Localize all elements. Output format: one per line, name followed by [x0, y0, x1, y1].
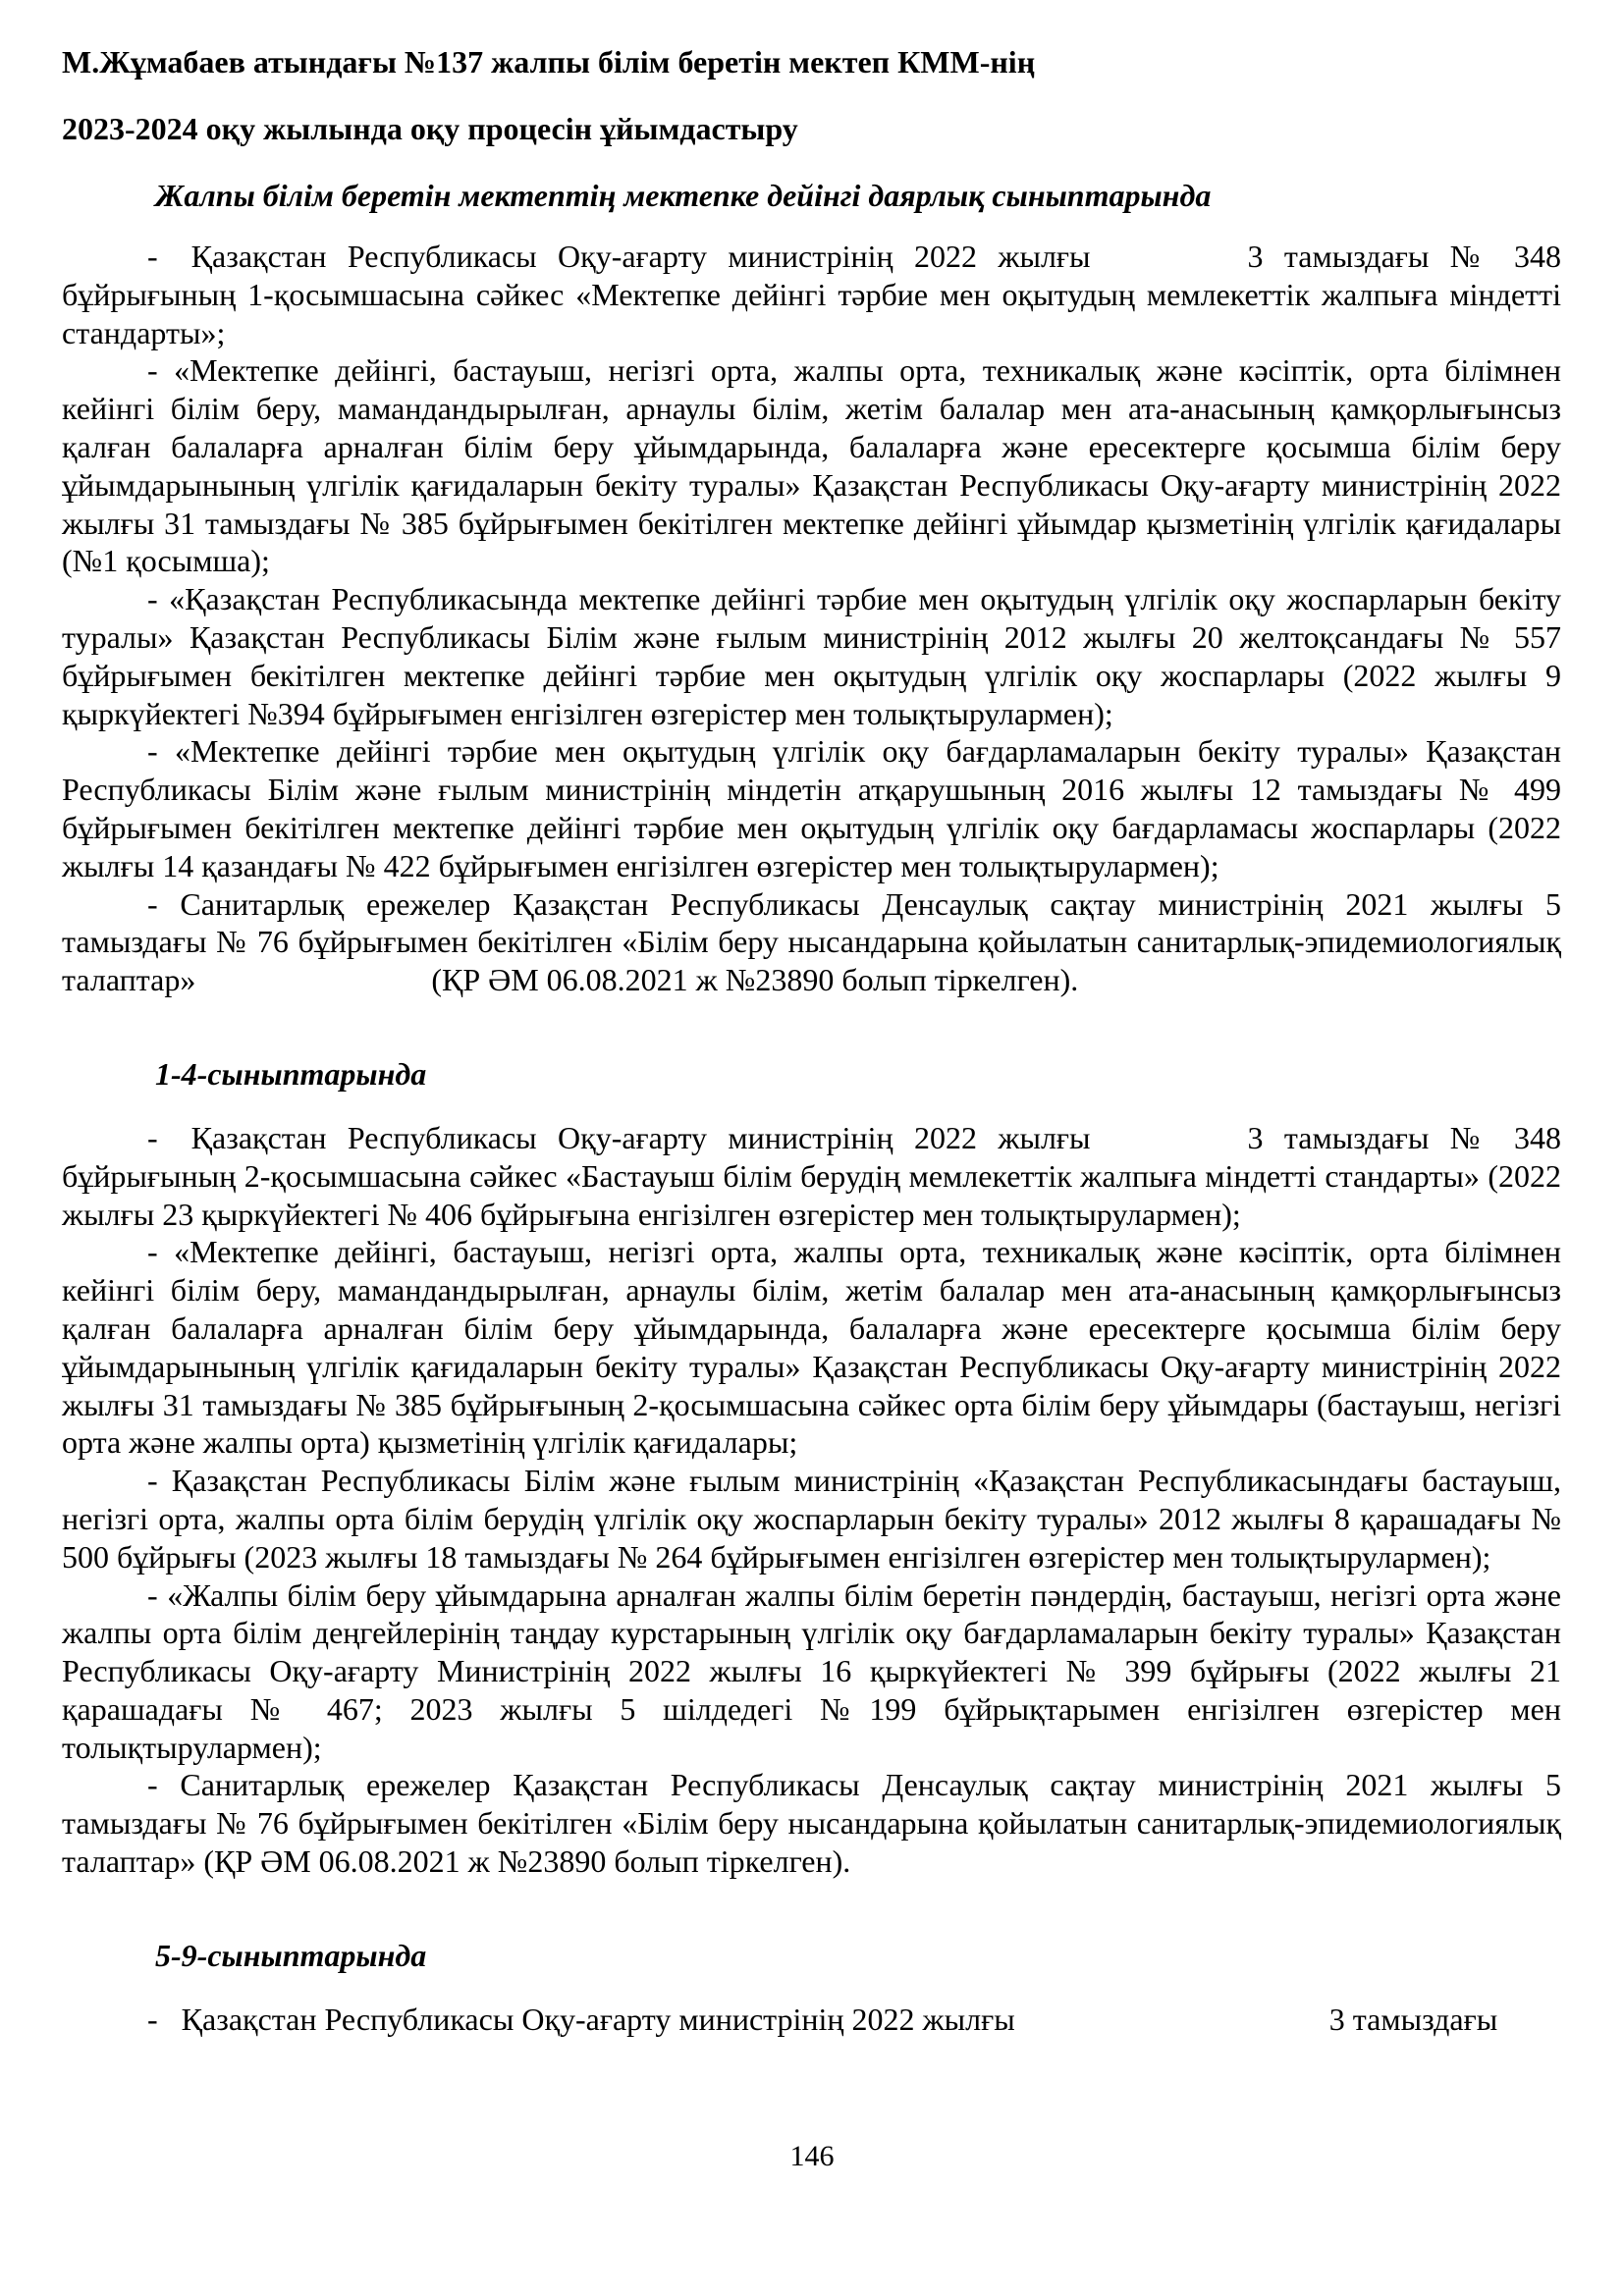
doc-title-line2: 2023-2024 оқу жылында оқу процесін ұйымдастыру	[62, 111, 798, 146]
tab-spacer	[195, 989, 431, 990]
document-section	[62, 1055, 1561, 1881]
tab-spacer	[158, 266, 191, 267]
page-number: 146	[789, 2140, 835, 2172]
section-heading: Жалпы білім беретін мектептің мектепке дейінгі даярлық сыныптарында	[155, 178, 1212, 213]
doc-title-line1: М.Жұмабаев атындағы №137 жалпы білім беретін мектеп КММ-нің	[62, 44, 1036, 80]
tab-spacer	[158, 2029, 182, 2030]
tab-spacer	[1091, 266, 1248, 267]
paragraph: - Қазақстан Республикасы Оқу-ағарту министрінің 2022 жылғы 3 тамыздағы	[147, 2001, 1498, 2037]
document-body	[62, 177, 1561, 2039]
paragraph: - Қазақстан Республикасы Оқу-ағарту министрінің 2022 жылғы 3 тамыздағы № 348 бұйрығының 2-қосымшасына сәйкес «Бастауыш білім берудің мемлекеттік жалпыға міндетті стандарты» (2022 жылғы 23 қыркүйектегі № 406 бұйрығына енгізілген өзгерістер мен толықтырулармен);	[62, 1119, 1562, 1232]
document-header	[62, 43, 1561, 148]
tab-spacer	[1015, 2029, 1329, 2030]
paragraph: - «Қазақстан Республикасында мектепке дейінгі тәрбие мен оқытудың үлгілік оқу жоспарларын бекіту туралы» Қазақстан Республикасы Білім және ғылым министрінің 2012 жылғы 20 желтоқсандағы № 557 бұйрығымен бекітілген мектепке дейінгі тәрбие мен оқытудың үлгілік оқу жоспарлары (2022 жылғы 9 қыркүйектегі №394 бұйрығымен енгізілген өзгерістер мен толықтырулармен);	[62, 581, 1561, 731]
paragraph: - Санитарлық ережелер Қазақстан Республикасы Денсаулық сақтау министрінің 2021 жылғы 5 тамыздағы № 76 бұйрығымен бекітілген «Білім беру нысандарына қойылатын санитарлық-эпидемиологиялық талаптар» (ҚР ӘМ 06.08.2021 ж №23890 болып тіркелген).	[62, 1767, 1561, 1880]
document-section	[62, 1937, 1561, 2039]
paragraph: - Қазақстан Республикасы Білім және ғылым министрінің «Қазақстан Республикасындағы бастауыш, негізгі орта, жалпы орта білім берудің үлгілік оқу жоспарларын бекіту туралы» 2012 жылғы 8 қарашадағы № 500 бұйрығы (2023 жылғы 18 тамыздағы № 264 бұйрығымен енгізілген өзгерістер мен толықтырулармен);	[62, 1463, 1561, 1575]
document-section	[62, 177, 1561, 999]
paragraph: - Санитарлық ережелер Қазақстан Республикасы Денсаулық сақтау министрінің 2021 жылғы 5 тамыздағы № 76 бұйрығымен бекітілген «Білім беру нысандарына қойылатын санитарлық-эпидемиологиялық талаптар» (ҚР ӘМ 06.08.2021 ж №23890 болып тіркелген).	[62, 885, 1561, 998]
paragraph: - Қазақстан Республикасы Оқу-ағарту министрінің 2022 жылғы 3 тамыздағы № 348 бұйрығының 1-қосымшасына сәйкес «Мектепке дейінгі тәрбие мен оқытудың мемлекеттік жалпыға міндетті стандарты»;	[62, 239, 1562, 350]
paragraph: - «Мектепке дейінгі, бастауыш, негізгі орта, жалпы орта, техникалық және кәсіптік, орта білімнен кейінгі білім беру, мамандандырылған, арнаулы білім, жетім балалар мен ата-анасының қамқорлығынсыз қалған балаларға арналған білім беру ұйымдарында, балаларға және ересектерге қосымша білім беру ұйымдарынының үлгілік қағидаларын бекіту туралы» Қазақстан Республикасы Оқу-ағарту министрінің 2022 жылғы 31 тамыздағы № 385 бұйрығының 2-қосымшасына сәйкес орта білім беру ұйымдары (бастауыш, негізгі орта және жалпы орта) қызметінің үлгілік қағидалары;	[62, 1234, 1561, 1461]
paragraph: - «Жалпы білім беру ұйымдарына арналған жалпы білім беретін пәндердің, бастауыш, негізгі орта және жалпы орта білім деңгейлерінің таңдау курстарының үлгілік оқу бағдарламаларын бекіту туралы» Қазақстан Республикасы Оқу-ағарту Министрінің 2022 жылғы 16 қыркүйектегі № 399 бұйрығы (2022 жылғы 21 қарашадағы № 467; 2023 жылғы 5 шілдедегі №199 бұйрықтарымен енгізілген өзгерістер мен толықтырулармен);	[62, 1576, 1561, 1765]
paragraph: - «Мектепке дейінгі тәрбие мен оқытудың үлгілік оқу бағдарламаларын бекіту туралы» Қазақстан Республикасы Білім және ғылым министрінің міндетін атқарушының 2016 жылғы 12 тамыздағы № 499 бұйрығымен бекітілген мектепке дейінгі тәрбие мен оқытудың үлгілік оқу бағдарламасы жоспарлары (2022 жылғы 14 қазандағы № 422 бұйрығымен енгізілген өзгерістер мен толықтырулармен);	[62, 733, 1561, 883]
paragraph: - «Мектепке дейінгі, бастауыш, негізгі орта, жалпы орта, техникалық және кәсіптік, орта білімнен кейінгі білім беру, мамандандырылған, арнаулы білім, жетім балалар мен ата-анасының қамқорлығынсыз қалған балаларға арналған білім беру ұйымдарында, балаларға және ересектерге қосымша білім беру ұйымдарынының үлгілік қағидаларын бекіту туралы» Қазақстан Республикасы Оқу-ағарту министрінің 2022 жылғы 31 тамыздағы № 385 бұйрығымен бекітілген мектепке дейінгі ұйымдар қызметінің үлгілік қағидалары (№1 қосымша);	[62, 352, 1561, 579]
section-heading: 5-9-сыныптарында	[155, 1937, 427, 1973]
section-heading: 1-4-сыныптарында	[155, 1055, 427, 1092]
